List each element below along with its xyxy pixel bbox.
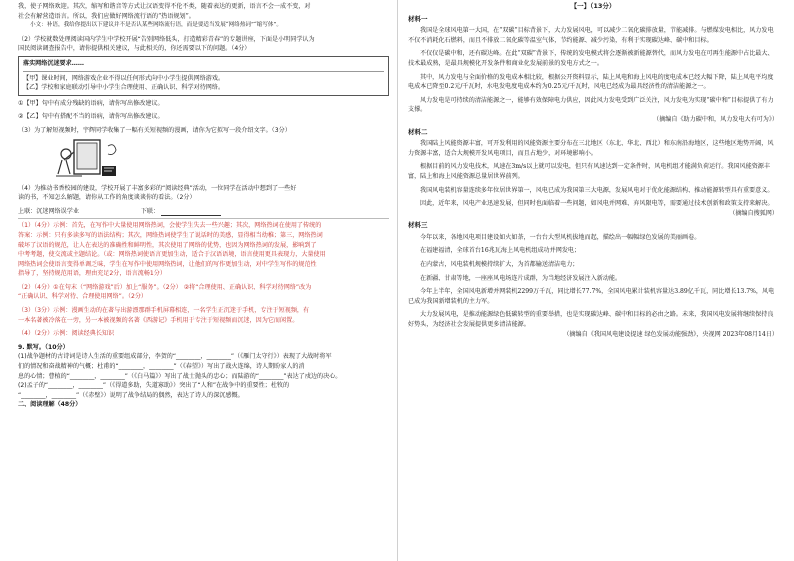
q9-title: 9. 默写。（10分）: [18, 343, 69, 351]
answer-line: 网络热词会使语言变得单调乏味，学生在写作中使用网络热词，让他们的写作更加生动，对中学生写作的规范性: [18, 260, 317, 268]
m3-para: 在福建福清，全球首台16兆瓦海上风电机组成功并网发电；: [420, 247, 581, 255]
m2-para: 因此，近年来，风电产业迅速发展，但同时也面临着一些问题，如风电并网难、弃风限电等，需要通过技术创新和政策支持来解决。: [420, 200, 774, 208]
material-2-title: 材料二: [408, 127, 428, 136]
lower-couplet-blank[interactable]: [161, 208, 221, 216]
m2-source: （摘编自搜狐网）: [729, 209, 778, 217]
upper-couplet: 上联：沉迷网络误学业: [18, 207, 79, 215]
m2-para: 我国风电装机容量连续多年位居世界第一，风电已成为我国第三大电源，发展风电对于优化能源结构、推动能源转型具有重要意义。: [420, 186, 774, 194]
m1-para: 其中，风力发电与全面价格的发电成本相比较，根据公开资料显示，陆上风电和海上风电的度电成本已经大幅下降，陆上风电平均度电成本已降至0.2元/千瓦时，水电发电度电成本约为0.25元/千瓦时，风电已经成为最具经济性的清洁能源之一。: [408, 73, 774, 91]
m3-para: 今年上半年，全国风电新增并网装机2299万千瓦，同比增长77.7%，全国风电累计装机容量达3.89亿千瓦，同比增长13.7%，风电已成为我国新增装机的主力军。: [408, 288, 775, 305]
m3-para: 在新疆、甘肃等地，一座座风电场连片成群，为当地经济发展注入新动能。: [420, 274, 622, 282]
q2-line: 国民阅读调查报告中，请你提供相关建议，与此相关的，你还需要以下的问题。（4分）: [18, 45, 251, 53]
q9-line: 息的心情；曹植的“________，________”（《白马篇》）写出了战士抛头的忠心；而陆游的“________”表达了戍边的决心。: [18, 372, 342, 380]
m1-para: 不仅仅是碳中和，还有碳达峰。在此“双碳”背景下，传统的发电模式将会逐渐被新能源替代，而风力发电在可再生能源中占比最大、技术最成熟，是最具规模化开发条件和商业化发展前景的发电方式之一。: [408, 50, 774, 67]
m2-para: 我国陆上风能资源丰富，可开发利用的风能资源主要分布在三北地区（东北、华北、西北）和东南沿海地区，这些地区地势开阔，风力资源丰富，适合大规模开发风电项目，而且占地少，对环境影响小。: [408, 140, 774, 157]
cartoon-illustration: [52, 138, 122, 182]
m3-para: 大力发展风电，是推动能源绿色低碳转型的重要举措，也是实现碳达峰、碳中和目标的必由之路。未来，我国风电发展将继续保持良好势头，为经济社会发展提供更多清洁能源。: [408, 311, 774, 329]
m3-para: 在内蒙古，风电装机规模持续扩大，为首都输送清洁电力；: [420, 261, 579, 269]
right-page: [397, 0, 794, 561]
answer2-line: “正确认识、科学对待、合理使用网络”。（2分）: [18, 293, 148, 301]
q2-line: （2）学校就数处理阅读国内学生中学校开展“告别网络低头，打造精彩青春”的专题讲座，下面是小明同学认为: [18, 35, 315, 43]
answer3-line: （3）（3分）示例：漫画生动的在著与出游漂那群手机屏幕相连，一名学生正沉迷于手机，专注于短视频，有: [18, 307, 310, 315]
m1-source: （摘编自《助力碳中和，风力发电大有可为》）: [653, 115, 778, 123]
intro-line: 我，使子网络欢迎。其次，缩写和谐音等方式让汉语变得不伦不类，随着表达的更新，语言不会一成不变，对: [18, 3, 311, 10]
m1-para: 风力发电是可持续的清洁能源之一，能够有效保障电力供应，因此风力发电受到广泛关注，风力发电为实现“碳中和”目标提供了有力支撑。: [408, 96, 774, 114]
section-title: 二、阅读理解（48分）: [18, 401, 82, 409]
material-3-title: 材料三: [408, 221, 428, 230]
m3-para: 今年以来，各地风电项目建设如火如荼，一台台大型风机拔地而起，描绘出一幅幅绿色发展的美丽画卷。: [420, 233, 701, 241]
answer-line: （1）（4分）示例：首先，在写作中大量使用网络热词，会使学生失去一些兴趣；其次，网络热词在使用了传统的: [18, 222, 322, 230]
box-item-yi: 【乙】学校和家庭联动引导中小学生合理使用、正确认识、科学对待网络。: [23, 84, 225, 92]
m1-para: 我国是全球风电第一大国，在“双碳”目标背景下，大力发展风电，可以减少二氧化碳排放量，节能减排。与燃煤发电相比，风力发电不仅不消耗化石燃料，而且不排放二氧化碳等温室气体，节约能源、减少污染，有利于实现碳达峰、碳中和目标。: [408, 27, 774, 44]
answer-line: 破坏了汉语的规范，让人在表达的准确性和鲜明性，其次使用了网络的优势，也因为网络热词的发展，影响到了: [18, 241, 317, 249]
answer-line: 答案：示例：只有多读多写的语法结构；其次，网络热词使学生了说话时的美感，显得相当幼稚；第三，网络热词: [18, 231, 323, 239]
q3-prompt: （3）为了解短视频时，宇辉同学收集了一幅有关短视频的漫画，请你为它拟写一段介绍文字。（3分）: [18, 126, 291, 134]
regulation-box: [18, 56, 389, 96]
box-title: 落实网络沉迷要求……: [23, 59, 84, 67]
m2-para: 根据目前的风力发电技术，风速在3m/s以上就可以发电，但只有风速达到一定条件时，风电机组才能满负荷运行。我国风能资源丰富，陆上和海上风能资源总量居世界前列。: [408, 163, 770, 180]
intro-line: 小文：补语，我给你提出以下建议并不是否认某些网络流行语，而是要适当发展“网络热词”“缩写体”。: [30, 22, 282, 29]
q9-line: (1)战争题材的古诗词是诗人生活的重要组成部分，李贺的“________，________”（《雁门太守行》）表现了大战时将军: [18, 353, 332, 361]
answer4-line: （4）（2分）示例：阅读经典长知识: [18, 330, 115, 338]
m3-source: （摘编自《我国风电建设提速 绿色发展动能强劲》，央视网 2023年08月14日）: [563, 330, 778, 338]
answer3-line: 一本名著被冷落在一旁，另一本被视频的名著《西游记》手机用于专注于短视频而沉迷，因为它而闲置。: [18, 316, 299, 324]
intro-line: 社会有解营造语言。所以，我们应做好网络流行语的“热语规划”。: [18, 12, 195, 20]
q2-sub: ①【甲】句中有成分残缺的语病，请你写出修改建议。: [18, 99, 164, 107]
material-1-title: 材料一: [408, 14, 428, 23]
q4-line: （4）为推动书香校园的建设，学校开展了丰富多彩的“阅读经典”活动，一位同学在活动中想到了一些好: [18, 184, 297, 192]
couplet: [18, 207, 389, 217]
q9-line: (2)孟子的“________，________”（《得道多助，失道寡助》）突出了“人和”在战争中的重要性；杜牧的: [18, 382, 290, 390]
answer-line: 指导了，坚持规范用语，理由充足2分，语言流畅1分）: [18, 270, 166, 278]
box-item-jia: 【甲】课业时间，网络游戏企业不得以任何形式向中小学生提供网络游戏。: [23, 74, 225, 82]
answer-line: 中考考题，使交流或主题结论。（或：网络热词使语言更加生动，适合于汉语语境，语言使用更具表现力，大量使用: [18, 251, 326, 259]
q4-line: 读的书，不知怎么解题，请你从工作的角度谈谈你的看法。（2分）: [18, 194, 196, 202]
right-header: 【一】（13分）: [570, 2, 616, 10]
answer2-line: （2）（4分）①在句末（“网络游戏”后）加上“服务”。（2分） ②将“合理使用、正确认识、科学对待网络”改为: [18, 283, 312, 291]
q2-sub: ②【乙】句中有搭配不当的语病，请你写出修改建议。: [18, 113, 164, 121]
lower-couplet-label: 下联：: [140, 207, 160, 215]
q9-line: “________，________”（《赤壁》）说明了战争结局的偶然，表达了诗人的深沉感慨。: [18, 391, 244, 399]
q9-line: 们的情况和奋战精神的气概；杜甫的“________，________”（《春望》）写出了战火连绵，诗人期盼家人的消: [18, 363, 305, 371]
